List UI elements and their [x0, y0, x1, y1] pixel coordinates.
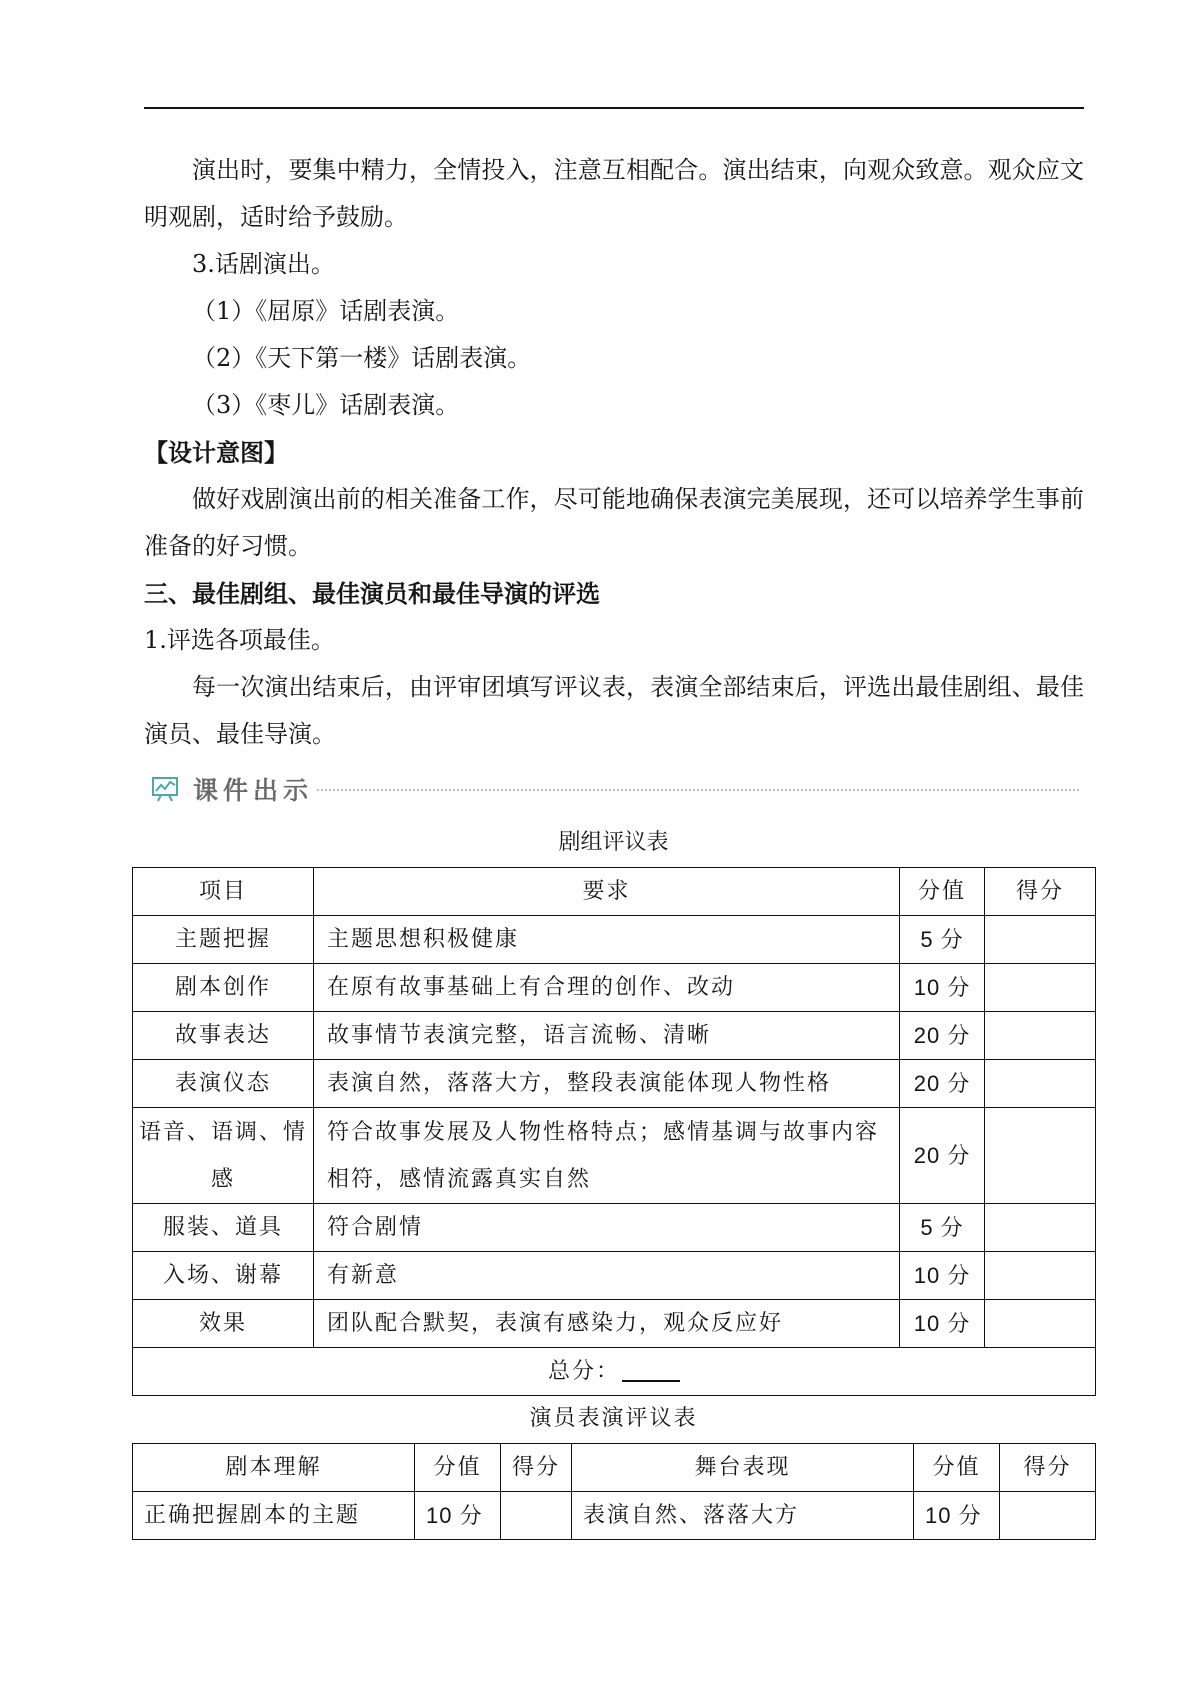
design-intent-heading: 【设计意图】 — [144, 438, 288, 467]
points-cell: 10 分 — [900, 1252, 985, 1300]
points-cell: 10 分 — [900, 1300, 985, 1348]
performance-item: （3）《枣儿》话剧表演。 — [192, 391, 460, 419]
item-cell: 语音、语调、情感 — [133, 1108, 314, 1204]
score-cell — [985, 916, 1096, 964]
requirement-cell: 符合故事发展及人物性格特点；感情基调与故事内容相符，感情流露真实自然 — [314, 1108, 900, 1204]
actor-table-title: 演员表演评议表 — [529, 1406, 698, 1431]
header-score: 得分 — [501, 1444, 572, 1492]
actor-evaluation-table — [132, 1443, 1096, 1540]
crew-table-title: 剧组评议表 — [558, 830, 669, 855]
table-row — [133, 1060, 1096, 1108]
score-cell — [985, 1300, 1096, 1348]
script-item-cell: 正确把握剧本的主题 — [133, 1492, 415, 1540]
table-header-row — [133, 868, 1096, 916]
score-cell — [985, 1204, 1096, 1252]
points-cell: 10 分 — [415, 1492, 501, 1540]
performance-item: （2）《天下第一楼》话剧表演。 — [192, 344, 532, 372]
table-header-row — [133, 1444, 1096, 1492]
item-cell: 主题把握 — [133, 916, 314, 964]
points-cell: 20 分 — [900, 1060, 985, 1108]
header-script-understanding: 剧本理解 — [133, 1444, 415, 1492]
points-cell: 5 分 — [900, 1204, 985, 1252]
chart-board-icon — [151, 776, 179, 802]
header-points: 分值 — [900, 868, 985, 916]
courseware-label: 课件出示 — [193, 776, 314, 805]
score-cell — [985, 964, 1096, 1012]
score-cell — [985, 1108, 1096, 1204]
table-row — [133, 1300, 1096, 1348]
points-cell: 10 分 — [900, 964, 985, 1012]
score-cell — [985, 1252, 1096, 1300]
item-cell: 表演仪态 — [133, 1060, 314, 1108]
header-stage-performance: 舞台表现 — [572, 1444, 914, 1492]
table-row — [133, 964, 1096, 1012]
score-cell — [985, 1012, 1096, 1060]
requirement-cell: 团队配合默契，表演有感染力，观众反应好 — [314, 1300, 900, 1348]
points-cell: 5 分 — [900, 916, 985, 964]
item-cell: 服装、道具 — [133, 1204, 314, 1252]
item-cell: 入场、谢幕 — [133, 1252, 314, 1300]
table-row — [133, 1108, 1096, 1204]
table-row — [133, 916, 1096, 964]
requirement-cell: 有新意 — [314, 1252, 900, 1300]
header-score: 得分 — [1000, 1444, 1096, 1492]
header-item: 项目 — [133, 868, 314, 916]
score-cell — [1000, 1492, 1096, 1540]
table-row — [133, 1492, 1096, 1540]
points-cell: 20 分 — [900, 1012, 985, 1060]
total-label: 总分： — [547, 1359, 620, 1384]
courseware-header — [151, 766, 1079, 812]
step-1-text: 每一次演出结束后，由评审团填写评议表，表演全部结束后，评选出最佳剧组、最佳演员、最佳导演。 — [144, 673, 1084, 748]
stage-item-cell: 表演自然、落落大方 — [572, 1492, 914, 1540]
requirement-cell: 符合剧情 — [314, 1204, 900, 1252]
header-points: 分值 — [415, 1444, 501, 1492]
design-intent-text: 做好戏剧演出前的相关准备工作，尽可能地确保表演完美展现，还可以培养学生事前准备的好习惯。 — [144, 485, 1084, 560]
requirement-cell: 主题思想积极健康 — [314, 916, 900, 964]
crew-evaluation-table — [132, 867, 1096, 1396]
step-1-heading: 1.评选各项最佳。 — [144, 626, 335, 654]
total-row — [133, 1348, 1096, 1396]
score-cell — [501, 1492, 572, 1540]
requirement-cell: 在原有故事基础上有合理的创作、改动 — [314, 964, 900, 1012]
item-cell: 剧本创作 — [133, 964, 314, 1012]
section-3-heading: 三、最佳剧组、最佳演员和最佳导演的评选 — [144, 579, 600, 608]
table-row — [133, 1204, 1096, 1252]
table-row — [133, 1252, 1096, 1300]
lesson-body — [144, 147, 1084, 758]
score-cell — [985, 1060, 1096, 1108]
courseware-divider — [317, 789, 1079, 791]
table-row — [133, 1012, 1096, 1060]
item-cell: 故事表达 — [133, 1012, 314, 1060]
total-cell — [133, 1348, 1096, 1396]
total-blank-line — [622, 1379, 680, 1382]
requirement-cell: 表演自然，落落大方，整段表演能体现人物性格 — [314, 1060, 900, 1108]
header-requirement: 要求 — [314, 868, 900, 916]
performance-etiquette-paragraph: 演出时，要集中精力，全情投入，注意互相配合。演出结束，向观众致意。观众应文明观剧，适时给予鼓励。 — [144, 156, 1084, 231]
points-cell: 20 分 — [900, 1108, 985, 1204]
requirement-cell: 故事情节表演完整，语言流畅、清晰 — [314, 1012, 900, 1060]
performance-item: （1）《屈原》话剧表演。 — [192, 297, 460, 325]
header-points: 分值 — [914, 1444, 1000, 1492]
points-cell: 10 分 — [914, 1492, 1000, 1540]
header-rule — [144, 107, 1084, 109]
header-score: 得分 — [985, 868, 1096, 916]
item-cell: 效果 — [133, 1300, 314, 1348]
step-3-heading: 3.话剧演出。 — [192, 250, 335, 278]
